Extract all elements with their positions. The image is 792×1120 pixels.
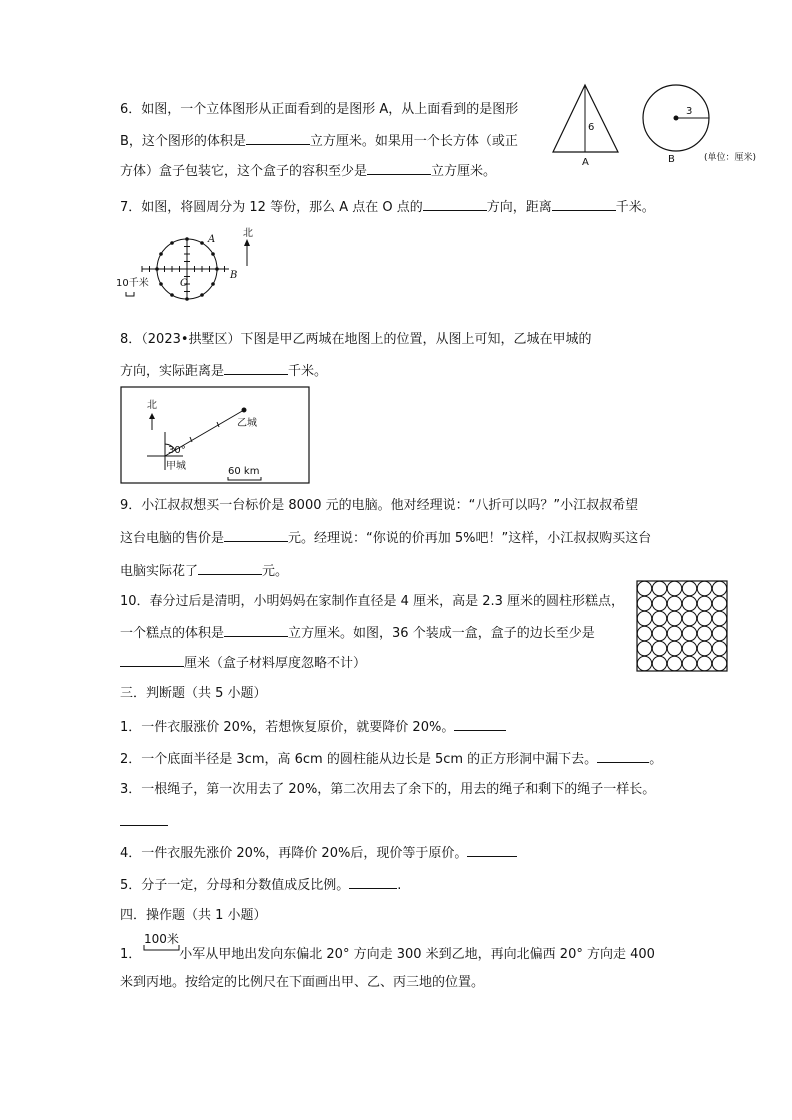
division-point [200,293,204,297]
point-b-label: B [230,270,238,281]
q8-text-2a: 方向，实际距离是 [120,364,225,379]
q10-blank-volume[interactable] [224,623,288,637]
op-text-1a: 1． [120,947,142,962]
cake-circle [682,626,696,640]
circle-label-b: B [668,154,675,165]
cake-circle [712,596,726,610]
cake-circle [637,641,651,655]
division-point [155,267,159,271]
q6-text-3b: 立方厘米。 [431,164,497,179]
cake-circle [667,611,681,625]
q6-figure [550,80,780,170]
city-a-label: 甲城 [166,461,186,472]
op-text-2: 米到丙地。按给定的比例尺在下面画出甲、乙、丙三地的位置。 [120,975,485,990]
q8-line-2 [120,361,327,381]
city-b-point [242,408,247,413]
q6-blank-volume[interactable] [246,131,310,145]
q9-text-2b: 元。经理说：“你说的价再加 5%吧！”这样，小江叔叔购买这台 [288,531,652,546]
q7-blank-direction[interactable] [423,197,487,211]
section3-title-text: 三．判断题（共 5 小题） [120,686,267,701]
judge-item-2 [120,749,662,769]
cake-circle [682,596,696,610]
q9-blank-price[interactable] [224,528,288,542]
triangle-label-a: A [582,157,589,168]
north-arrow-head [149,413,155,419]
north-arrow-head [244,239,250,246]
judge-text-1: 1．一件衣服涨价 20%，若想恢复原价，就要降价 20%。 [120,720,455,735]
section4-title-text: 四．操作题（共 1 小题） [120,908,267,923]
q10-line-1 [120,593,624,611]
cake-circle [652,656,666,670]
division-point [185,237,189,241]
cake-circle [652,581,666,595]
section4-title [120,907,267,925]
q7-line-1 [120,197,655,217]
judge-item-4 [120,843,517,863]
cake-circle [697,626,711,640]
judge-text-3: 3．一根绳子，第一次用去了 20%，第二次用去了余下的，用去的绳子和剩下的绳子一样长。 [120,782,656,797]
judge-text-2: 2．一个底面半径是 3cm，高 6cm 的圆柱能从边长是 5cm 的正方形洞中漏下去。 [120,752,598,767]
cake-circle [652,611,666,625]
section3-title [120,685,267,703]
q10-line-2 [120,623,595,643]
cake-circle [697,641,711,655]
judge-blank-1[interactable] [454,717,506,731]
judge-item-3-blank-line [120,812,168,832]
judge-blank-4[interactable] [467,843,517,857]
cake-circle [697,596,711,610]
triangle-height-label: 6 [588,122,595,133]
scale-bar [126,292,134,296]
cake-circle [667,626,681,640]
judge-blank-3[interactable] [120,812,168,826]
cake-circle [697,656,711,670]
cake-circle [712,656,726,670]
q9-text-2a: 这台电脑的售价是 [120,531,225,546]
cake-circle [637,656,651,670]
cake-circle [697,611,711,625]
q8-text-1: 8．（2023•拱墅区）下图是甲乙两城在地图上的位置，从图上可知，乙城在甲城的 [120,332,592,347]
cake-circle [667,581,681,595]
city-b-label: 乙城 [237,418,257,429]
q10-text-2b: 立方厘米。如图，36 个装成一盒，盒子的边长至少是 [288,626,595,641]
q6-text-3a: 方体）盒子包装它，这个盒子的容积至少是 [120,164,368,179]
q9-line-2 [120,528,651,548]
judge-text-5: 5．分子一定，分母和分数值成反比例。 [120,878,350,893]
division-point [185,297,189,301]
q10-figure [636,580,728,672]
north-label: 北 [243,228,253,239]
cake-circle [637,626,651,640]
cake-circle [682,581,696,595]
division-point [170,241,174,245]
division-point [159,282,163,286]
division-point [215,267,219,271]
op-line-1 [120,946,655,964]
scale-label: 60 km [228,466,260,477]
q10-text-3b: 厘米（盒子材料厚度忽略不计） [184,656,367,671]
judge-blank-5[interactable] [349,875,397,889]
point-a-label: A [208,234,216,245]
division-point [200,241,204,245]
q10-line-3 [120,653,366,673]
q9-line-3 [120,561,288,581]
q6-text-1: 6．如图，一个立体图形从正面看到的是图形 A，从上面看到的是图形 [120,102,519,117]
q8-blank-distance[interactable] [224,361,288,375]
q9-text-3b: 元。 [262,564,289,579]
north-label: 北 [147,400,157,411]
q9-text-1: 9．小江叔叔想买一台标价是 8000 元的电脑。他对经理说：“八折可以吗？”小江叔叔希望 [120,498,639,513]
cake-circle [637,611,651,625]
judge-item-1 [120,717,506,737]
q6-text-2b: 立方厘米。如果用一个长方体（或正 [309,134,518,149]
cake-circle [697,581,711,595]
q7-text-1b: 方向，距离 [486,200,552,215]
scale-bar [228,477,261,480]
q10-text-2a: 一个糕点的体积是 [120,626,225,641]
division-point [159,252,163,256]
cake-circle [682,611,696,625]
q6-line-1 [120,101,518,119]
cake-circle [652,626,666,640]
q7-blank-distance[interactable] [552,197,616,211]
q8-text-2b: 千米。 [288,364,328,379]
cake-circle [712,626,726,640]
q7-text-1c: 千米。 [615,200,655,215]
cake-circle [637,581,651,595]
q7-figure [112,226,272,306]
scale-label: 10千米 [116,278,149,289]
q6-line-2 [120,131,518,151]
judge-item-3 [120,781,655,799]
judge-tail-2: 。 [649,752,663,767]
cake-circle [712,641,726,655]
circle-radius-label: 3 [686,106,693,117]
cake-circle [652,641,666,655]
q6-line-3 [120,161,496,181]
judge-blank-2[interactable] [597,749,649,763]
cake-circle [667,656,681,670]
division-point [170,293,174,297]
op-line-2 [120,974,484,992]
q7-text-1a: 7．如图，将圆周分为 12 等份，那么 A 点在 O 点的 [120,200,423,215]
q6-blank-capacity[interactable] [367,161,431,175]
judge-text-4: 4．一件衣服先涨价 20%，再降价 20%后，现价等于原价。 [120,846,468,861]
angle-label: 30° [168,445,186,456]
cake-circle [682,641,696,655]
division-point [211,252,215,256]
cake-circle [712,611,726,625]
q9-blank-paid[interactable] [198,561,262,575]
cake-circle [712,581,726,595]
q8-figure [120,386,312,486]
cake-circle [652,596,666,610]
q6-text-2a: B，这个图形的体积是 [120,134,246,149]
cake-circle [667,596,681,610]
q8-line-1 [120,331,592,349]
point-o-label: O [180,278,189,289]
cake-circle [637,596,651,610]
q9-line-1 [120,497,638,515]
cake-circle [682,656,696,670]
q10-text-1: 10．春分过后是清明，小明妈妈在家制作直径是 4 厘米，高是 2.3 厘米的圆柱形糕点， [120,594,625,609]
judge-item-5 [120,875,401,895]
division-point [211,282,215,286]
cake-circle [667,641,681,655]
unit-note: (单位：厘米) [704,153,757,163]
op-text-1b: 小军从甲地出发向东偏北 20° 方向走 300 米到乙地，再向北偏西 20° 方向走 400 [179,947,655,962]
q10-blank-side[interactable] [120,653,184,667]
judge-tail-5: . [397,878,402,893]
q9-text-3a: 电脑实际花了 [120,564,199,579]
cake-box [637,581,727,671]
scale-label: 100米 [144,932,179,946]
